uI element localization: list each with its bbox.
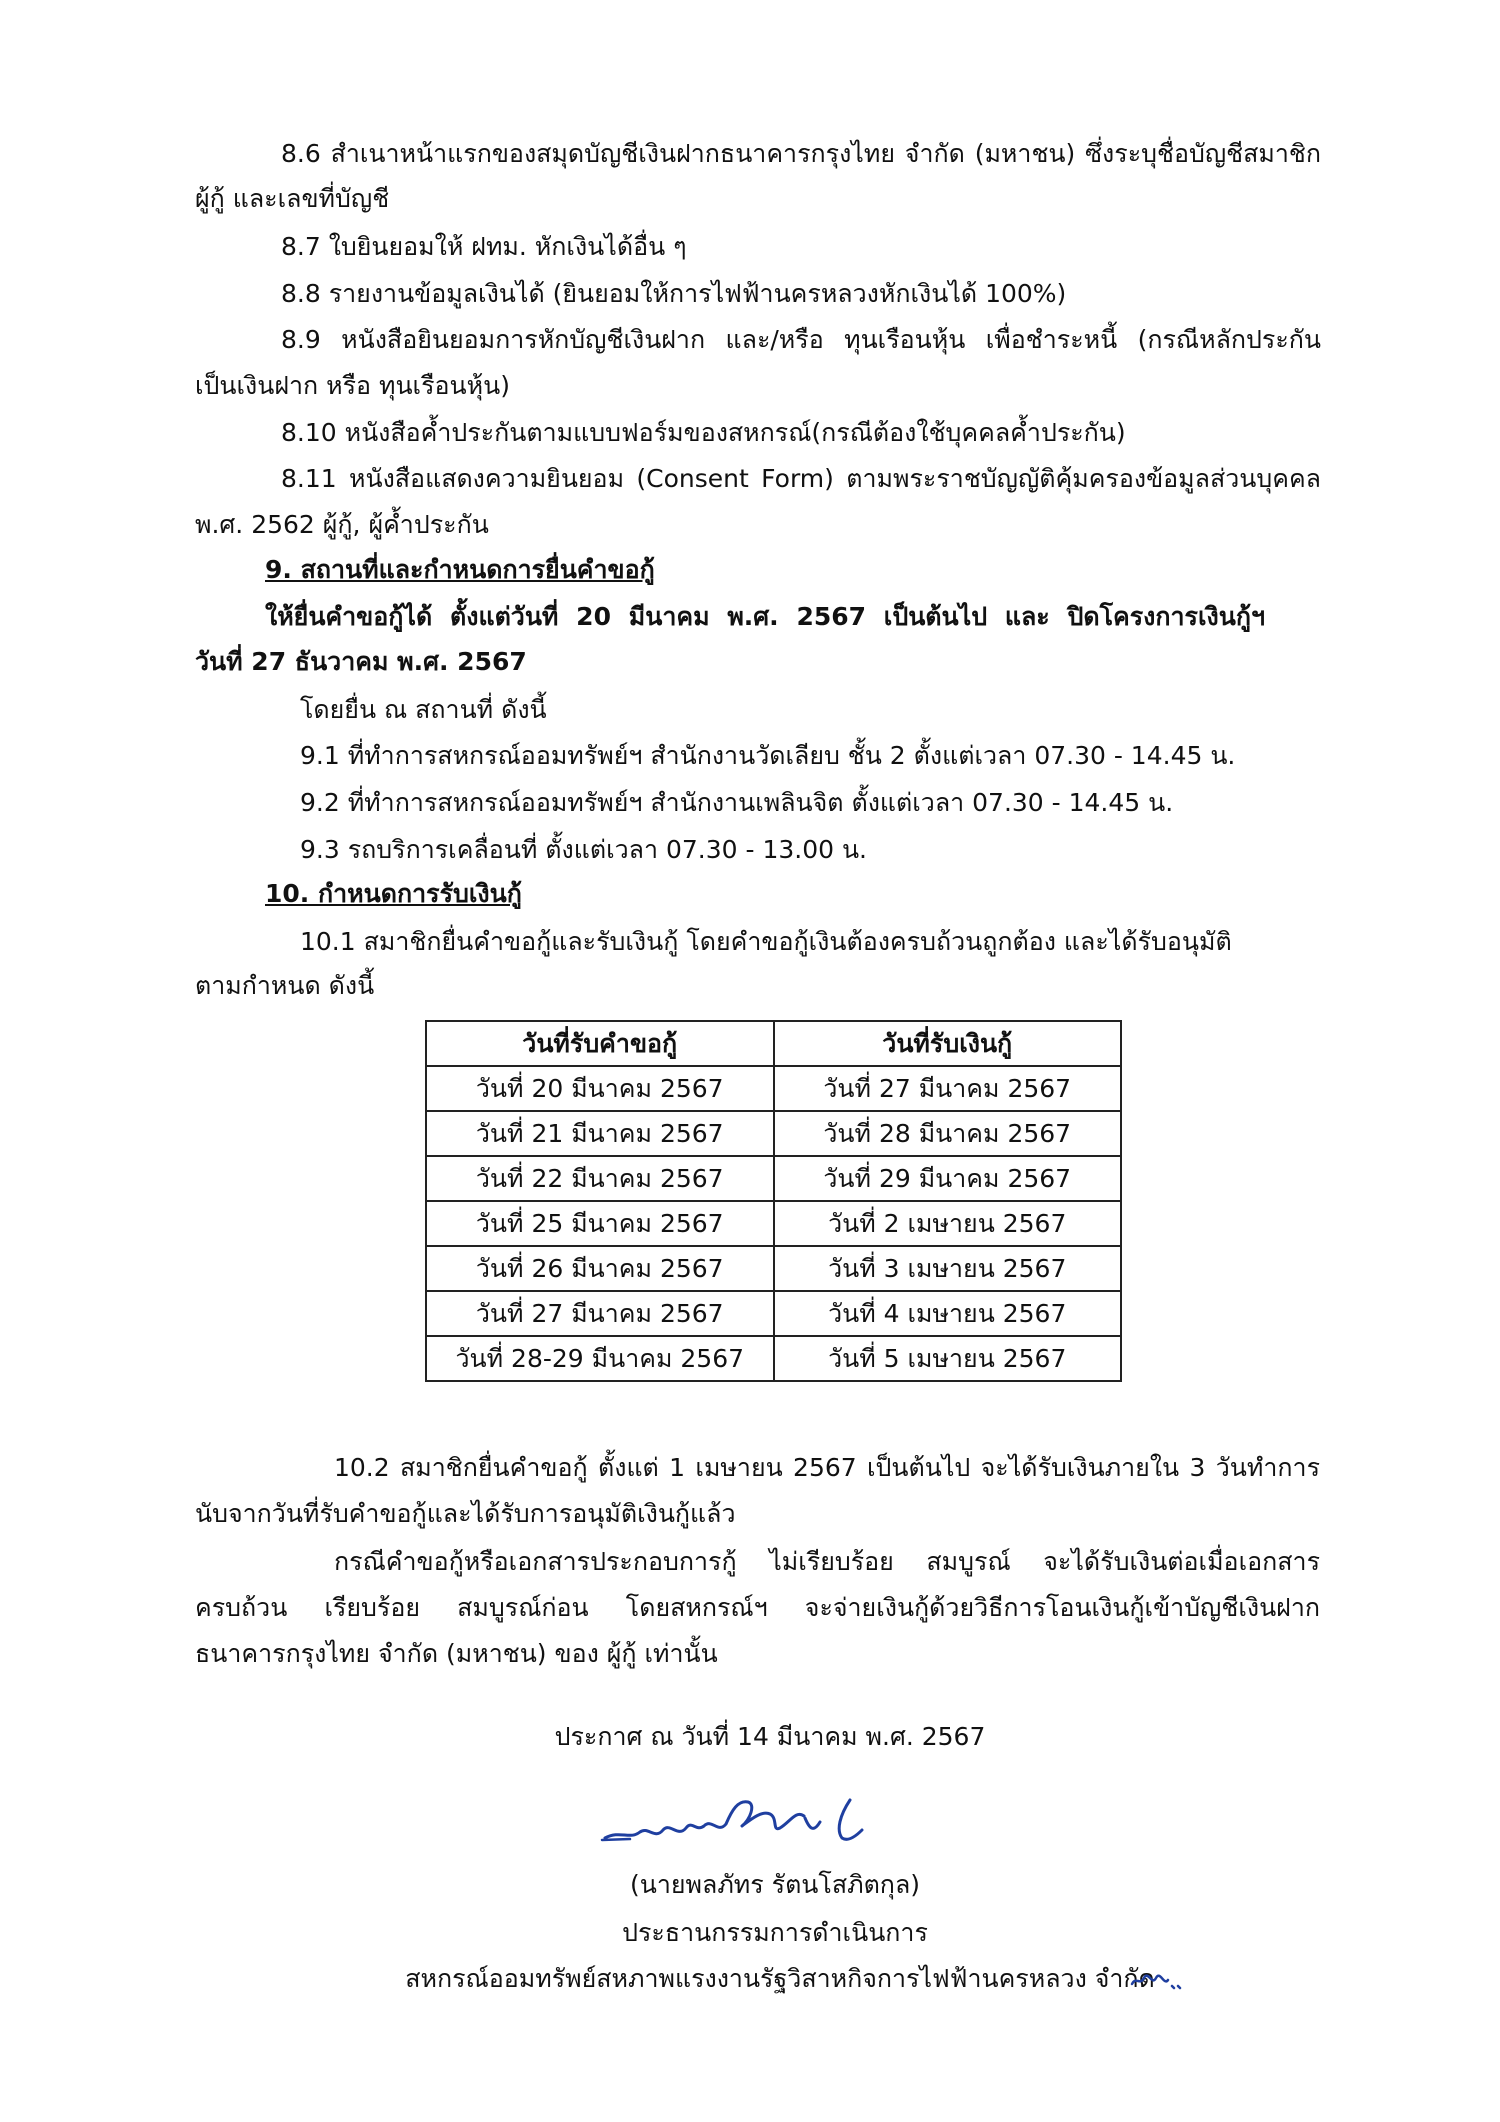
- item-8-6-line1: 8.6 สำเนาหน้าแรกของสมุดบัญชีเงินฝากธนาคารกรุงไทย จำกัด (มหาชน) ซึ่งระบุชื่อบัญชีสมาชิก: [281, 139, 1321, 168]
- request-date-cell: วันที่ 21 มีนาคม 2567: [426, 1111, 774, 1156]
- announcement-date: ประกาศ ณ วันที่ 14 มีนาคม พ.ศ. 2567: [554, 1722, 986, 1751]
- section-10-3-line1: กรณีคำขอกู้หรือเอกสารประกอบการกู้ ไม่เรียบร้อย สมบูรณ์ จะได้รับเงินต่อเมื่อเอกสาร: [334, 1547, 1320, 1576]
- column-header-payment-date: วันที่รับเงินกู้: [774, 1021, 1122, 1066]
- table-row: [426, 1336, 1121, 1381]
- item-8-6-line2: ผู้กู้ และเลขที่บัญชี: [195, 184, 390, 213]
- payment-date-cell: วันที่ 28 มีนาคม 2567: [774, 1111, 1122, 1156]
- item-8-7: 8.7 ใบยินยอมให้ ฝทม. หักเงินได้อื่น ๆ: [281, 232, 687, 261]
- section-10-2-line1: 10.2 สมาชิกยื่นคำขอกู้ ตั้งแต่ 1 เมษายน 2567 เป็นต้นไป จะได้รับเงินภายใน 3 วันทำการ: [334, 1453, 1320, 1482]
- signature-image: [600, 1780, 900, 1870]
- payment-date-cell: วันที่ 29 มีนาคม 2567: [774, 1156, 1122, 1201]
- table-row: [426, 1246, 1121, 1291]
- item-8-11-line2: พ.ศ. 2562 ผู้กู้, ผู้ค้ำประกัน: [195, 510, 489, 539]
- section-9-location-1: 9.1 ที่ทำการสหกรณ์ออมทรัพย์ฯ สำนักงานวัดเลียบ ชั้น 2 ตั้งแต่เวลา 07.30 - 14.45 น.: [300, 741, 1236, 770]
- section-9-location-3: 9.3 รถบริการเคลื่อนที่ ตั้งแต่เวลา 07.30 - 13.00 น.: [300, 835, 868, 864]
- payment-date-cell: วันที่ 4 เมษายน 2567: [774, 1291, 1122, 1336]
- section-10-3-line2: ครบถ้วน เรียบร้อย สมบูรณ์ก่อน โดยสหกรณ์ฯ จะจ่ายเงินกู้ด้วยวิธีการโอนเงินกู้เข้าบัญชีเงินฝาก: [195, 1593, 1320, 1622]
- request-date-cell: วันที่ 25 มีนาคม 2567: [426, 1201, 774, 1246]
- section-10-3-line3: ธนาคารกรุงไทย จำกัด (มหาชน) ของ ผู้กู้ เท่านั้น: [195, 1639, 718, 1668]
- request-date-cell: วันที่ 20 มีนาคม 2567: [426, 1066, 774, 1111]
- payment-date-cell: วันที่ 2 เมษายน 2567: [774, 1201, 1122, 1246]
- column-header-request-date: วันที่รับคำขอกู้: [426, 1021, 774, 1066]
- item-8-10: 8.10 หนังสือค้ำประกันตามแบบฟอร์มของสหกรณ์(กรณีต้องใช้บุคคลค้ำประกัน): [281, 418, 1126, 447]
- loan-schedule-table: [425, 1020, 1122, 1382]
- section-9-heading: 9. สถานที่และกำหนดการยื่นคำขอกู้: [265, 555, 655, 584]
- request-date-cell: วันที่ 26 มีนาคม 2567: [426, 1246, 774, 1291]
- request-date-cell: วันที่ 22 มีนาคม 2567: [426, 1156, 774, 1201]
- organization-name: สหกรณ์ออมทรัพย์สหภาพแรงงานรัฐวิสาหกิจการไฟฟ้านครหลวง จำกัด: [405, 1964, 1155, 1993]
- section-9-intro: โดยยื่น ณ สถานที่ ดังนี้: [300, 695, 547, 724]
- section-10-2-line2: นับจากวันที่รับคำขอกู้และได้รับการอนุมัติเงินกู้แล้ว: [195, 1499, 736, 1528]
- payment-date-cell: วันที่ 27 มีนาคม 2567: [774, 1066, 1122, 1111]
- payment-date-cell: วันที่ 3 เมษายน 2567: [774, 1246, 1122, 1291]
- initials-mark: [1128, 1960, 1183, 1995]
- section-9-period-line2: วันที่ 27 ธันวาคม พ.ศ. 2567: [195, 647, 527, 676]
- item-8-9-line1: 8.9 หนังสือยินยอมการหักบัญชีเงินฝาก และ/หรือ ทุนเรือนหุ้น เพื่อชำระหนี้ (กรณีหลักประกัน: [281, 325, 1321, 354]
- signer-name: (นายพลภัทร รัตนโสภิตกุล): [629, 1870, 921, 1899]
- section-9-period-line1: ให้ยื่นคำขอกู้ได้ ตั้งแต่วันที่ 20 มีนาคม พ.ศ. 2567 เป็นต้นไป และ ปิดโครงการเงินกู้ฯ: [265, 602, 1265, 631]
- table-row: [426, 1201, 1121, 1246]
- section-9-location-2: 9.2 ที่ทำการสหกรณ์ออมทรัพย์ฯ สำนักงานเพลินจิต ตั้งแต่เวลา 07.30 - 14.45 น.: [300, 788, 1174, 817]
- section-10-1-line2: ตามกำหนด ดังนี้: [195, 971, 375, 1000]
- signer-position: ประธานกรรมการดำเนินการ: [622, 1918, 928, 1947]
- item-8-11-line1: 8.11 หนังสือแสดงความยินยอม (Consent Form) ตามพระราชบัญญัติคุ้มครองข้อมูลส่วนบุคคล: [281, 464, 1321, 493]
- request-date-cell: วันที่ 28-29 มีนาคม 2567: [426, 1336, 774, 1381]
- section-10-1-line1: 10.1 สมาชิกยื่นคำขอกู้และรับเงินกู้ โดยคำขอกู้เงินต้องครบถ้วนถูกต้อง และได้รับอนุมัติ: [300, 927, 1232, 956]
- table-row: [426, 1156, 1121, 1201]
- table-row: [426, 1111, 1121, 1156]
- section-10-heading: 10. กำหนดการรับเงินกู้: [265, 879, 522, 908]
- item-8-9-line2: เป็นเงินฝาก หรือ ทุนเรือนหุ้น): [195, 371, 510, 400]
- payment-date-cell: วันที่ 5 เมษายน 2567: [774, 1336, 1122, 1381]
- table-row: [426, 1066, 1121, 1111]
- table-row: [426, 1291, 1121, 1336]
- item-8-8: 8.8 รายงานข้อมูลเงินได้ (ยินยอมให้การไฟฟ้านครหลวงหักเงินได้ 100%): [281, 279, 1067, 308]
- table-header-row: [426, 1021, 1121, 1066]
- request-date-cell: วันที่ 27 มีนาคม 2567: [426, 1291, 774, 1336]
